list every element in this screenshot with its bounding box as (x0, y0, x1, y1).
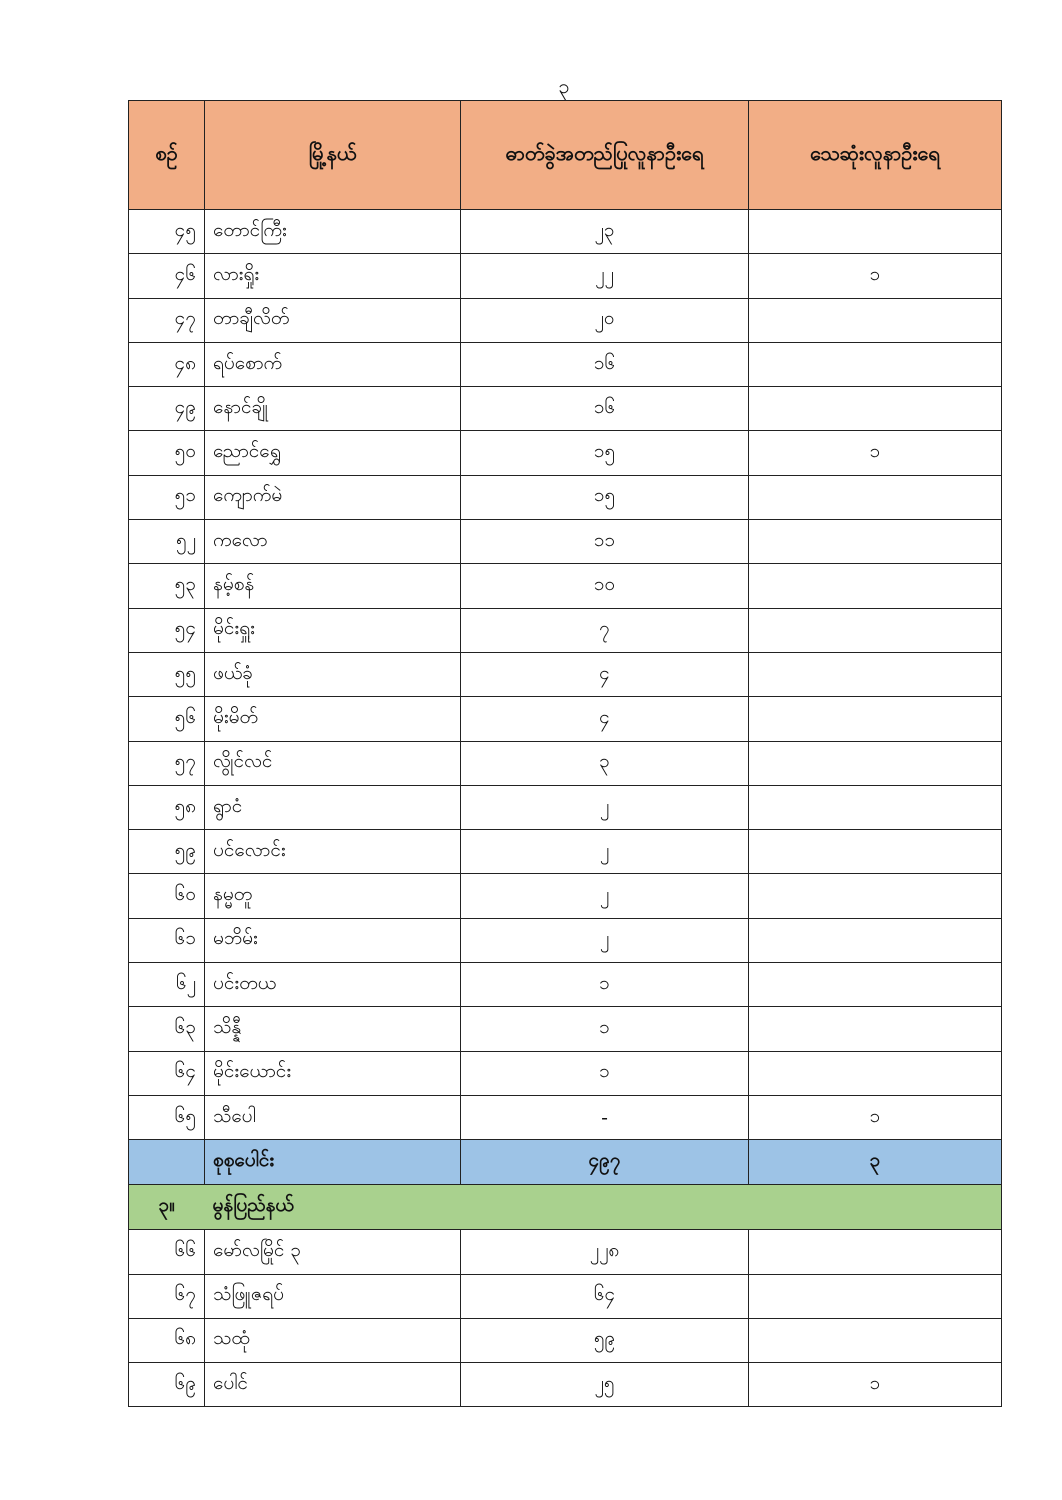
table-row (129, 1274, 1002, 1318)
row-serial: ၅၆ (129, 697, 205, 741)
row-deaths: ၁ (749, 254, 1002, 298)
row-confirmed: ၂၀ (461, 298, 749, 342)
row-deaths (749, 520, 1002, 564)
table-row (129, 342, 1002, 386)
row-deaths (749, 387, 1002, 431)
row-township: ရွာငံ (205, 785, 461, 829)
row-confirmed: ၁၆ (461, 387, 749, 431)
row-confirmed: ၁ (461, 963, 749, 1007)
row-township: လွိုင်လင် (205, 741, 461, 785)
row-deaths (749, 564, 1002, 608)
row-confirmed: ၂၂ (461, 254, 749, 298)
row-township: ပေါင် (205, 1363, 461, 1407)
row-confirmed: ၂ (461, 785, 749, 829)
row-township: မော်လမြိုင် ၃ (205, 1230, 461, 1274)
section-number: ၃။ (129, 1185, 205, 1230)
table-row (129, 387, 1002, 431)
row-deaths (749, 210, 1002, 254)
row-serial: ၄၈ (129, 342, 205, 386)
row-township: လားရှိုး (205, 254, 461, 298)
table-row (129, 1095, 1002, 1139)
row-deaths (749, 475, 1002, 519)
row-deaths (749, 652, 1002, 696)
row-confirmed: ၁၀ (461, 564, 749, 608)
header-deaths: သေဆုံးလူနာဦးရေ (749, 101, 1002, 210)
row-township: သထုံ (205, 1318, 461, 1362)
row-township: နောင်ချို (205, 387, 461, 431)
row-township: တောင်ကြီး (205, 210, 461, 254)
row-deaths: ၁ (749, 1363, 1002, 1407)
row-serial: ၆၆ (129, 1230, 205, 1274)
row-serial: ၄၇ (129, 298, 205, 342)
table-row (129, 1318, 1002, 1362)
row-deaths (749, 1051, 1002, 1095)
row-confirmed: ၂ (461, 918, 749, 962)
row-deaths (749, 830, 1002, 874)
row-serial: ၆၃ (129, 1007, 205, 1051)
table-row (129, 298, 1002, 342)
row-confirmed: ၂၂၈ (461, 1230, 749, 1274)
row-serial: ၄၆ (129, 254, 205, 298)
row-confirmed: ၂ (461, 874, 749, 918)
total-label: စုစုပေါင်း (205, 1140, 461, 1185)
row-township: သိန္နီ (205, 1007, 461, 1051)
table-row (129, 210, 1002, 254)
row-township: သံဖြူဇရပ် (205, 1274, 461, 1318)
row-deaths (749, 785, 1002, 829)
header-township: မြို့နယ် (205, 101, 461, 210)
row-confirmed: ၄ (461, 697, 749, 741)
row-serial: ၅၃ (129, 564, 205, 608)
row-serial: ၅၄ (129, 608, 205, 652)
row-deaths (749, 963, 1002, 1007)
table-row (129, 520, 1002, 564)
row-township: မိုင်းရှူး (205, 608, 461, 652)
row-township: မိုးမိတ် (205, 697, 461, 741)
row-serial: ၆၄ (129, 1051, 205, 1095)
row-township: မိုင်းယောင်း (205, 1051, 461, 1095)
table-row (129, 1007, 1002, 1051)
row-township: ပင်းတယ (205, 963, 461, 1007)
table-row (129, 1051, 1002, 1095)
row-township: ညောင်ရွှေ (205, 431, 461, 475)
row-serial: ၆၀ (129, 874, 205, 918)
page-number: ၃ (558, 74, 570, 98)
row-deaths (749, 741, 1002, 785)
row-confirmed: ၃ (461, 741, 749, 785)
section-title: မွန်ပြည်နယ် (205, 1185, 1002, 1230)
row-serial: ၄၉ (129, 387, 205, 431)
row-township: မဘိမ်း (205, 918, 461, 962)
row-serial: ၅၂ (129, 520, 205, 564)
row-deaths (749, 298, 1002, 342)
row-serial: ၅၁ (129, 475, 205, 519)
row-deaths (749, 918, 1002, 962)
table-body-part2 (129, 1230, 1002, 1407)
table-body-part1 (129, 210, 1002, 1140)
row-serial: ၆၂ (129, 963, 205, 1007)
row-confirmed: ၇ (461, 608, 749, 652)
row-deaths: ၁ (749, 1095, 1002, 1139)
row-serial: ၆၁ (129, 918, 205, 962)
row-confirmed: ၁ (461, 1051, 749, 1095)
header-serial: စဉ် (129, 101, 205, 210)
row-serial: ၅၉ (129, 830, 205, 874)
row-serial: ၆၉ (129, 1363, 205, 1407)
row-confirmed: ၁၁ (461, 520, 749, 564)
table-row (129, 697, 1002, 741)
row-deaths (749, 342, 1002, 386)
row-township: ကလော (205, 520, 461, 564)
total-serial (129, 1140, 205, 1185)
row-serial: ၅၅ (129, 652, 205, 696)
table-row (129, 431, 1002, 475)
row-township: သီပေါ (205, 1095, 461, 1139)
table-row (129, 830, 1002, 874)
row-serial: ၆၈ (129, 1318, 205, 1362)
row-township: နမ္မတူ (205, 874, 461, 918)
table-row (129, 785, 1002, 829)
table-header-row (129, 101, 1002, 210)
table-row (129, 564, 1002, 608)
row-township: ပင်လောင်း (205, 830, 461, 874)
row-deaths (749, 1318, 1002, 1362)
row-deaths: ၁ (749, 431, 1002, 475)
table-row (129, 874, 1002, 918)
row-deaths (749, 697, 1002, 741)
row-confirmed: ၄ (461, 652, 749, 696)
row-deaths (749, 1230, 1002, 1274)
table-row (129, 254, 1002, 298)
row-township: ဖယ်ခုံ (205, 652, 461, 696)
row-township: တာချီလိတ် (205, 298, 461, 342)
row-deaths (749, 608, 1002, 652)
row-confirmed: ၆၄ (461, 1274, 749, 1318)
row-serial: ၅၀ (129, 431, 205, 475)
row-confirmed: ၂၃ (461, 210, 749, 254)
table-row (129, 652, 1002, 696)
row-deaths (749, 1274, 1002, 1318)
row-confirmed: ၅၉ (461, 1318, 749, 1362)
table-row (129, 741, 1002, 785)
row-serial: ၄၅ (129, 210, 205, 254)
table-row (129, 1363, 1002, 1407)
row-serial: ၅၈ (129, 785, 205, 829)
row-confirmed: ၂ (461, 830, 749, 874)
covid-township-table (128, 100, 1002, 1407)
row-township: နမ့်စန် (205, 564, 461, 608)
row-township: ရပ်စောက် (205, 342, 461, 386)
row-confirmed: ၁ (461, 1007, 749, 1051)
total-row (129, 1140, 1002, 1185)
total-deaths: ၃ (749, 1140, 1002, 1185)
row-serial: ၆၇ (129, 1274, 205, 1318)
row-confirmed: - (461, 1095, 749, 1139)
row-confirmed: ၁၅ (461, 431, 749, 475)
table-row (129, 963, 1002, 1007)
section-row (129, 1185, 1002, 1230)
row-confirmed: ၁၅ (461, 475, 749, 519)
table-row (129, 1230, 1002, 1274)
table-row (129, 918, 1002, 962)
table-row (129, 475, 1002, 519)
total-confirmed: ၄၉၇ (461, 1140, 749, 1185)
row-deaths (749, 874, 1002, 918)
row-serial: ၅၇ (129, 741, 205, 785)
row-deaths (749, 1007, 1002, 1051)
row-serial: ၆၅ (129, 1095, 205, 1139)
row-confirmed: ၂၅ (461, 1363, 749, 1407)
header-confirmed: ဓာတ်ခွဲအတည်ပြုလူနာဦးရေ (461, 101, 749, 210)
table-row (129, 608, 1002, 652)
row-confirmed: ၁၆ (461, 342, 749, 386)
row-township: ကျောက်မဲ (205, 475, 461, 519)
